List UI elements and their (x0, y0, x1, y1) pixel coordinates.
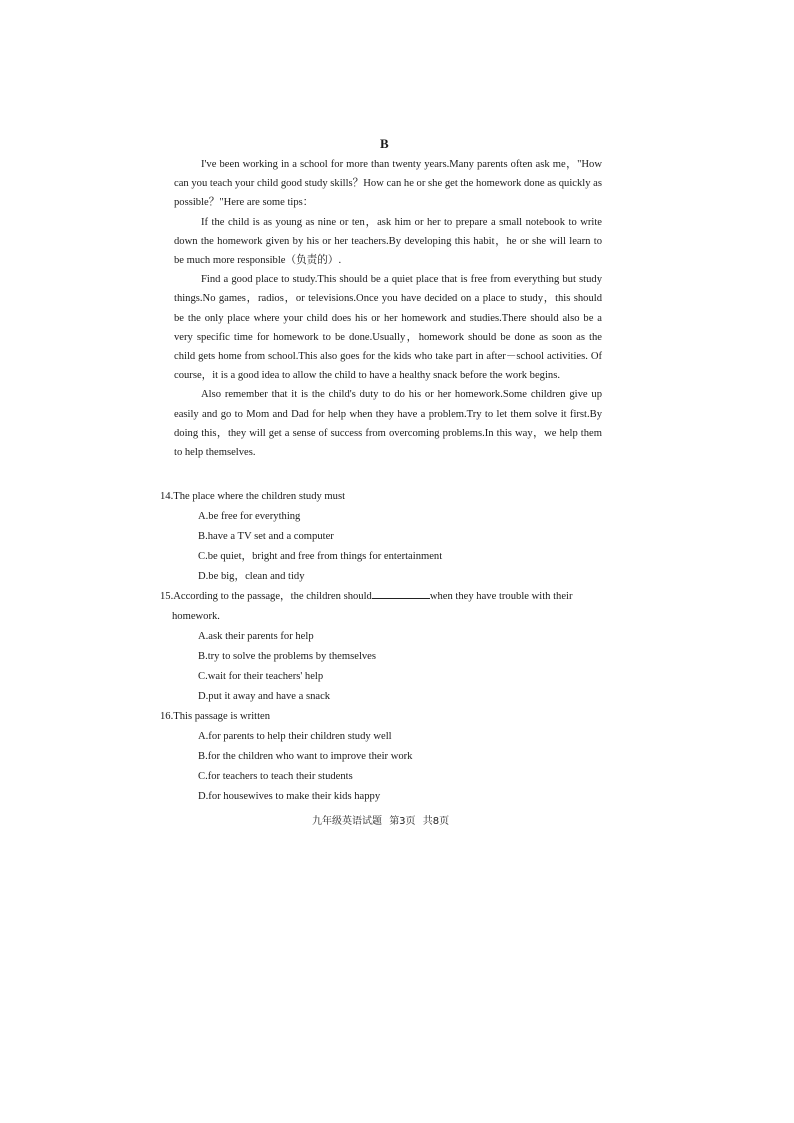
question-16 (160, 707, 604, 807)
option-c: C.wait for their teachers' help (198, 671, 324, 682)
section-heading: B (380, 136, 390, 151)
stem-before-blank: 15.According to the passage，the children should (160, 591, 372, 602)
answer-blank (372, 588, 430, 599)
footer-page: 第3页 (389, 816, 416, 827)
option-b: B.try to solve the problems by themselves (198, 651, 377, 662)
question-14 (160, 487, 604, 587)
question-list (160, 487, 604, 807)
question-15 (160, 587, 604, 707)
footer-total: 共8页 (422, 816, 450, 827)
option-b: B.for the children who want to improve their work (198, 751, 413, 762)
option-c: C.be quiet，bright and free from things for entertainment (198, 551, 443, 562)
question-stem-continued: homework. (172, 611, 220, 622)
option-b: B.have a TV set and a computer (198, 531, 334, 542)
option-d: D.be big，clean and tidy (198, 571, 305, 582)
option-c: C.for teachers to teach their students (198, 771, 353, 782)
question-stem: 16.This passage is written (160, 711, 271, 722)
stem-after-blank: when they have trouble with their (429, 591, 573, 602)
reading-passage (174, 155, 602, 462)
option-d: D.for housewives to make their kids happy (198, 791, 381, 802)
paragraph-4: Also remember that it is the child's duty to do his or her homework.Some children give up easily and go to Mom and Dad for help when they have a problem.Try to let them solve it first.By doing this，they will get a sense of success from overcoming problems.In this way，we help them to help themselves. (174, 389, 602, 459)
question-stem (160, 587, 604, 607)
paragraph-2: If the child is as young as nine or ten，ask him or her to prepare a small notebook to write down the homework given by his or her teachers.By developing this habit，he or she will learn to be much more responsible（负责的）. (174, 216, 602, 267)
paragraph-3: Find a good place to study.This should be a quiet place that is free from everything but study things.No games，radios，or televisions.Once you have decided on a place to study，this should be the only place where your child does his or her homework and studies.There should also be a very specific time for homework to be done.Usually，homework should be done as soon as the child gets home from school.This also goes for the kids who take part in after－school activities. Of course，it is a good idea to allow the child to have a healthy snack before the work begins. (174, 274, 602, 382)
paragraph-1: I've been working in a school for more than twenty years.Many parents often ask me，"How can you teach your child good study skills？How can he or she get the homework done as quickly as possible？"Here are some tips： (174, 159, 602, 209)
question-stem: 14.The place where the children study must (160, 491, 346, 502)
footer-grade: 九年级英语试题 (312, 816, 382, 827)
option-a: A.for parents to help their children study well (198, 731, 392, 742)
option-a: A.be free for everything (198, 511, 301, 522)
page-footer (312, 812, 449, 827)
option-a: A.ask their parents for help (198, 631, 314, 642)
option-d: D.put it away and have a snack (198, 691, 331, 702)
